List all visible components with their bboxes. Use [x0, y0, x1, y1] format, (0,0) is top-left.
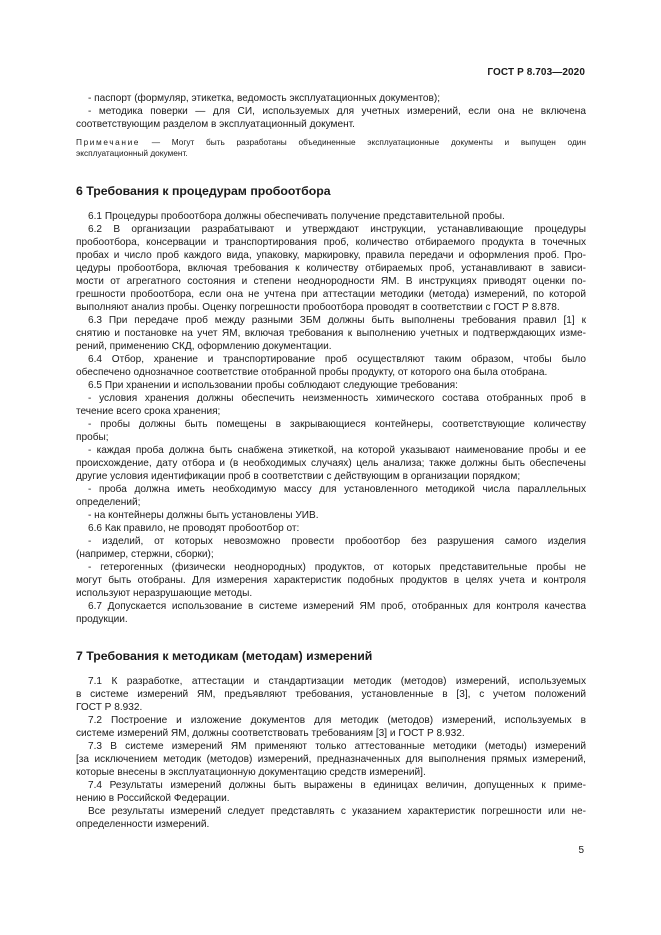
paragraph-line: обеспечено однозначное соответствие отобранной пробы продукту, от которого она была отобрана. [76, 367, 548, 379]
paragraph-line: [за исключением методик (методов) измерений, предназначенных для выполнения прямых измерений, [76, 754, 586, 766]
paragraph-line: 6.1 Процедуры пробоотбора должны обеспечивать получение представительной пробы. [88, 211, 505, 223]
section-6-body [76, 210, 586, 626]
list-item-continuation: используют неразрушающие методы. [76, 588, 253, 600]
note-text-continued: эксплуатационный документ. [76, 148, 188, 159]
section-7-title: 7 Требования к методикам (методам) измерений [76, 649, 373, 664]
paragraph-line: определенности измерений. [76, 819, 210, 831]
list-item-continuation: определений; [76, 497, 141, 509]
paragraph-line: 7.1 К разработке, аттестации и стандартизации методик (методов) измерений, используемых [88, 676, 586, 688]
list-item-continuation: происхождение, дату отбора и (в необходимых случаях) цель анализа; также должны быть обеспечены [76, 458, 586, 470]
note-text: — Могут быть разработаны объединенные эксплуатационные документы и выпущен один [140, 137, 586, 147]
note-line [76, 137, 586, 148]
list-item-continuation: могут быть отобраны. Для измерения характеристик подобных продуктов в целях учета и контроля [76, 575, 586, 587]
paragraph-line: 7.4 Результаты измерений должны быть выражены в единицах величин, допущенных к приме- [88, 780, 586, 792]
paragraph-line: 7.3 В системе измерений ЯМ применяют только аттестованные методики (методы) измерений [88, 741, 586, 753]
paragraph-line: выполняют анализ пробы. Оценку погрешности пробоотбора проводят в соответствии с ГОСТ Р 8.878. [76, 302, 560, 314]
paragraph-line: Все результаты измерений следует представлять с указанием характеристик погрешности или не- [88, 806, 586, 818]
paragraph-line: 6.2 В организации разрабатывают и утверждают инструкции, устанавливающие процедуры [88, 224, 586, 236]
paragraph-line: 6.4 Отбор, хранение и транспортирование проб осуществляют таким образом, чтобы было [88, 354, 586, 366]
list-item: - методика поверки — для СИ, используемых для учетных измерений, если она не включена [88, 106, 586, 117]
paragraph-line: снятию и постановке на учет ЯМ, включая требования к выполнению учетных и подтверждающих изме- [76, 328, 586, 340]
paragraph-line: пробах и число проб каждого вида, упаковку, маркировку, правила передачи и оформления проб. Про- [76, 250, 586, 262]
paragraph-line: 6.6 Как правило, не проводят пробоотбор от: [88, 523, 300, 535]
list-item-continuation: пробы; [76, 432, 109, 444]
list-item: - проба должна иметь необходимую массу для установленного методикой числа параллельных [88, 484, 586, 496]
list-item-continuation: соответствующим разделом в эксплуатационный документ. [76, 119, 355, 130]
list-item: - пробы должны быть помещены в закрывающиеся контейнеры, соответствующие количеству [88, 419, 586, 431]
paragraph-line: грешности пробоотбора, если она не учтена при аттестации методики (метода) измерений, по которой [76, 289, 586, 301]
document-code: ГОСТ Р 8.703—2020 [487, 67, 585, 78]
list-item: - условия хранения должны обеспечить неизменность химического состава отобранных проб в [88, 393, 586, 405]
paragraph-line: мости от агрегатного состояния и степени неоднородности ЯМ. В инструкциях приводят оценки по- [76, 276, 586, 288]
list-item: - паспорт (формуляр, этикетка, ведомость эксплуатационных документов); [88, 93, 441, 104]
section-7-body [76, 675, 586, 831]
paragraph-line: в системе измерений ЯМ, предъявляют требования, установленные в [3], с учетом положений [76, 689, 586, 701]
list-item: - каждая проба должна быть снабжена этикеткой, на которой указывают наименование пробы и ее [88, 445, 586, 457]
paragraph-line: ГОСТ Р 8.932. [76, 702, 143, 714]
paragraph-line: нению в Российской Федерации. [76, 793, 230, 805]
paragraph-line: которые внесены в эксплуатационную документацию средств измерений]. [76, 767, 426, 779]
paragraph-line: 7.2 Построение и изложение документов для методик (методов) измерений, используемых в [88, 715, 586, 727]
page-number: 5 [578, 845, 584, 856]
list-item-continuation: (например, стержни, сборки); [76, 549, 214, 561]
note [76, 137, 586, 159]
paragraph-line: 6.3 При передаче проб между разными ЗБМ должны быть выполнены требования правил [1] к [88, 315, 586, 327]
list-item: - гетерогенных (физически неоднородных) продуктов, от которых представительные пробы не [88, 562, 586, 574]
page-content [76, 92, 586, 831]
paragraph-line: цедуры пробоотбора, включая требования к количеству отбираемых проб, устанавливают в зависи- [76, 263, 586, 275]
list-item: - изделий, от которых невозможно провести пробоотбор без разрушения самого изделия [88, 536, 586, 548]
list-item: - на контейнеры должны быть установлены УИВ. [88, 510, 319, 522]
paragraph-line: пробоотбора, консервации и транспортирования проб, количество отбираемого продукта в точечных [76, 237, 586, 249]
note-label: Примечание [76, 137, 141, 147]
paragraph-line: 6.5 При хранении и использовании пробы соблюдают следующие требования: [88, 380, 458, 392]
list-item-continuation: другие условия идентификации проб в соответствии с действующим в организации порядком; [76, 471, 521, 483]
list-item-continuation: течение всего срока хранения; [76, 406, 221, 418]
paragraph-line: продукции. [76, 614, 128, 626]
paragraph-line: системе измерений ЯМ, должны соответствовать требованиям [3] и ГОСТ Р 8.932. [76, 728, 465, 740]
paragraph-line: рений, применению СКД, оформлению документации. [76, 341, 332, 353]
paragraph-line: 6.7 Допускается использование в системе измерений ЯМ проб, отобранных для контроля качества [88, 601, 586, 613]
section-6-title: 6 Требования к процедурам пробоотбора [76, 184, 331, 199]
